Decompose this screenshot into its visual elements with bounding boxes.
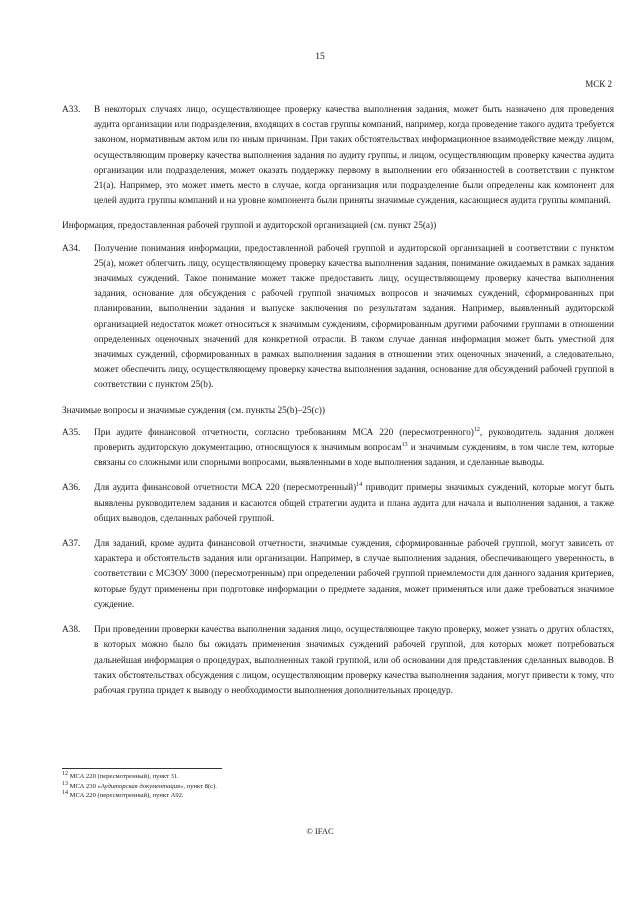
paragraph-text (94, 483, 614, 523)
copyright-footer: © IFAC (306, 826, 334, 836)
paragraph-text: Получение понимания информации, предоставленной рабочей группой и аудиторской организацией в соответствии с пунктом 25(a), может облегчить лицу, осуществляющему проверку качества выполнения задания, понимание ожидаемых в рамках задания значимых суждений. Такое понимание может также предоставить лицу, осуществляющему проверку качества выполнения задания, основание для обсуждения с рабочей группой значимых вопросов и значимых суждений, сформированных при планировании, выполнении задания и выпуске заключения по результатам задания. Например, выявленный аудиторской организацией недостаток может относиться к значимым суждениям, сформированным другими рабочими группами в отношении определенных оценочных значений для конкретной отрасли. В таком случае данная информация может быть уместной для значимых суждений, сформированных в рамках выполнения задания в отношении этих оценочных значений, а следовательно, может обеспечить лицу, осуществляющему проверку качества выполнения задания, основание для обсуждений рабочей группой в соответствии с пунктом 25(b). (94, 243, 614, 391)
paragraph-text: В некоторых случаях лицо, осуществляющее проверку качества выполнения задания, может быть назначено для проведения аудита организации или подразделения, входящих в состав группы компаний, например, когда проведение такого аудита требуется законом, нормативным актом или по иным причинам. При таких обстоятельствах информационное взаимодействие между лицом, осуществляющим проверку качества выполнения задания по аудиту группы, и лицом, осуществляющим проверку качества аудита организации или подразделения, может оказать поддержку первому в выполнении его обязанностей в соответствии с пунктом 21(a). Например, это может иметь место в случае, когда организация или подразделение были определены как компонент для целей аудита группы компаний и на уровне компонента были приняты значимые суждения, касающиеся аудита группы компаний. (94, 105, 614, 207)
text-segment: , руководитель задания должен проверить аудиторскую документацию, относящуюся к значимым вопросам (94, 427, 615, 454)
footnote-ref-12: 12 (473, 426, 480, 433)
footnotes (62, 772, 614, 801)
paragraph-text (94, 428, 614, 468)
text-segment: и значимым суждениям, в том числе тем, которые связаны со сложными или спорными вопросами, выявленными в ходе выполнения задания, и сделанные выводы. (94, 443, 615, 469)
section-heading-significant-matters: Значимые вопросы и значимые суждения (см. пункты 25(b)–25(c)) (62, 405, 325, 416)
text-segment: Для аудита финансовой отчетности МСА 220 (пересмотренный) (94, 483, 357, 494)
footnote-text: МСА 220 (пересмотренный), пункт A92. (68, 792, 184, 800)
text-segment: При аудите финансовой отчетности, согласно требованиям МСА 220 (пересмотренного) (94, 427, 474, 438)
footnote-ref-13: 13 (401, 441, 408, 448)
paragraph-a38 (62, 623, 614, 699)
paragraph-number: A38. (62, 625, 81, 636)
footnote-ref-14: 14 (356, 482, 363, 489)
text-segment: приводит примеры значимых суждений, которые могут быть выявлены руководителем задания и касаются общей стратегии аудита и плана аудита для начала и выполнения задания, а также общих выводов, сделанных рабочей группой. (94, 483, 614, 524)
paragraph-number: A37. (62, 539, 81, 550)
footnote-12 (62, 772, 614, 782)
paragraph-number: A33. (62, 105, 81, 115)
main-content (62, 103, 614, 709)
paragraph-number: A34. (62, 243, 81, 254)
footnote-divider (62, 768, 222, 769)
section-heading-information: Информация, предоставленная рабочей группой и аудиторской организацией (см. пункт 25(a)) (62, 221, 437, 232)
paragraph-a35 (62, 426, 614, 472)
paragraph-text: Для заданий, кроме аудита финансовой отчетности, значимые суждения, сформированные рабочей группой, могут зависеть от характера и обстоятельств задания или организации. Например, в случае выполнения задания, обеспечивающего уверенность, в соответствии с МСЗОУ 3000 (пересмотренным) при определении рабочей группой приемлемости для данного задания критериев, которые будут применены при подготовке информации о предмете задания, может применяться или даже требоваться значимое суждение. (94, 539, 614, 610)
standard-label: МСК 2 (585, 79, 612, 89)
footnote-13 (62, 782, 614, 792)
footnote-title: Аудиторская документация (100, 782, 181, 790)
page-number: 15 (315, 52, 325, 62)
footnote-text: МСА 220 (пересмотренный), пункт 31. (68, 773, 179, 780)
footnote-number: 12 (62, 770, 68, 777)
paragraph-a34 (62, 242, 614, 394)
footnote-number: 14 (62, 790, 68, 796)
footnote-text: МСА 230 « (68, 782, 101, 790)
paragraph-a37 (62, 537, 614, 613)
paragraph-number: A36. (62, 483, 81, 494)
paragraph-a36 (62, 481, 614, 527)
footnote-14 (62, 791, 614, 801)
footnote-number: 13 (62, 780, 68, 787)
paragraph-number: A35. (62, 427, 81, 438)
footnote-text: », пункт 8(c). (180, 782, 217, 790)
paragraph-text: При проведении проверки качества выполнения задания лицо, осуществляющее такую проверку, может узнать о других областях, в которых можно было бы ожидать применения значимых суждений рабочей группой, для которых может потребоваться дальнейшая информация о процедурах, выполненных такой группой, или об основании для представления сделанных выводов. В таких обстоятельствах обсуждения с лицом, осуществляющим проверку качества выполнения задания, могут привести к тому, что рабочая группа придет к выводу о необходимости выполнения дополнительных процедур. (94, 625, 614, 696)
paragraph-a33 (62, 103, 614, 209)
